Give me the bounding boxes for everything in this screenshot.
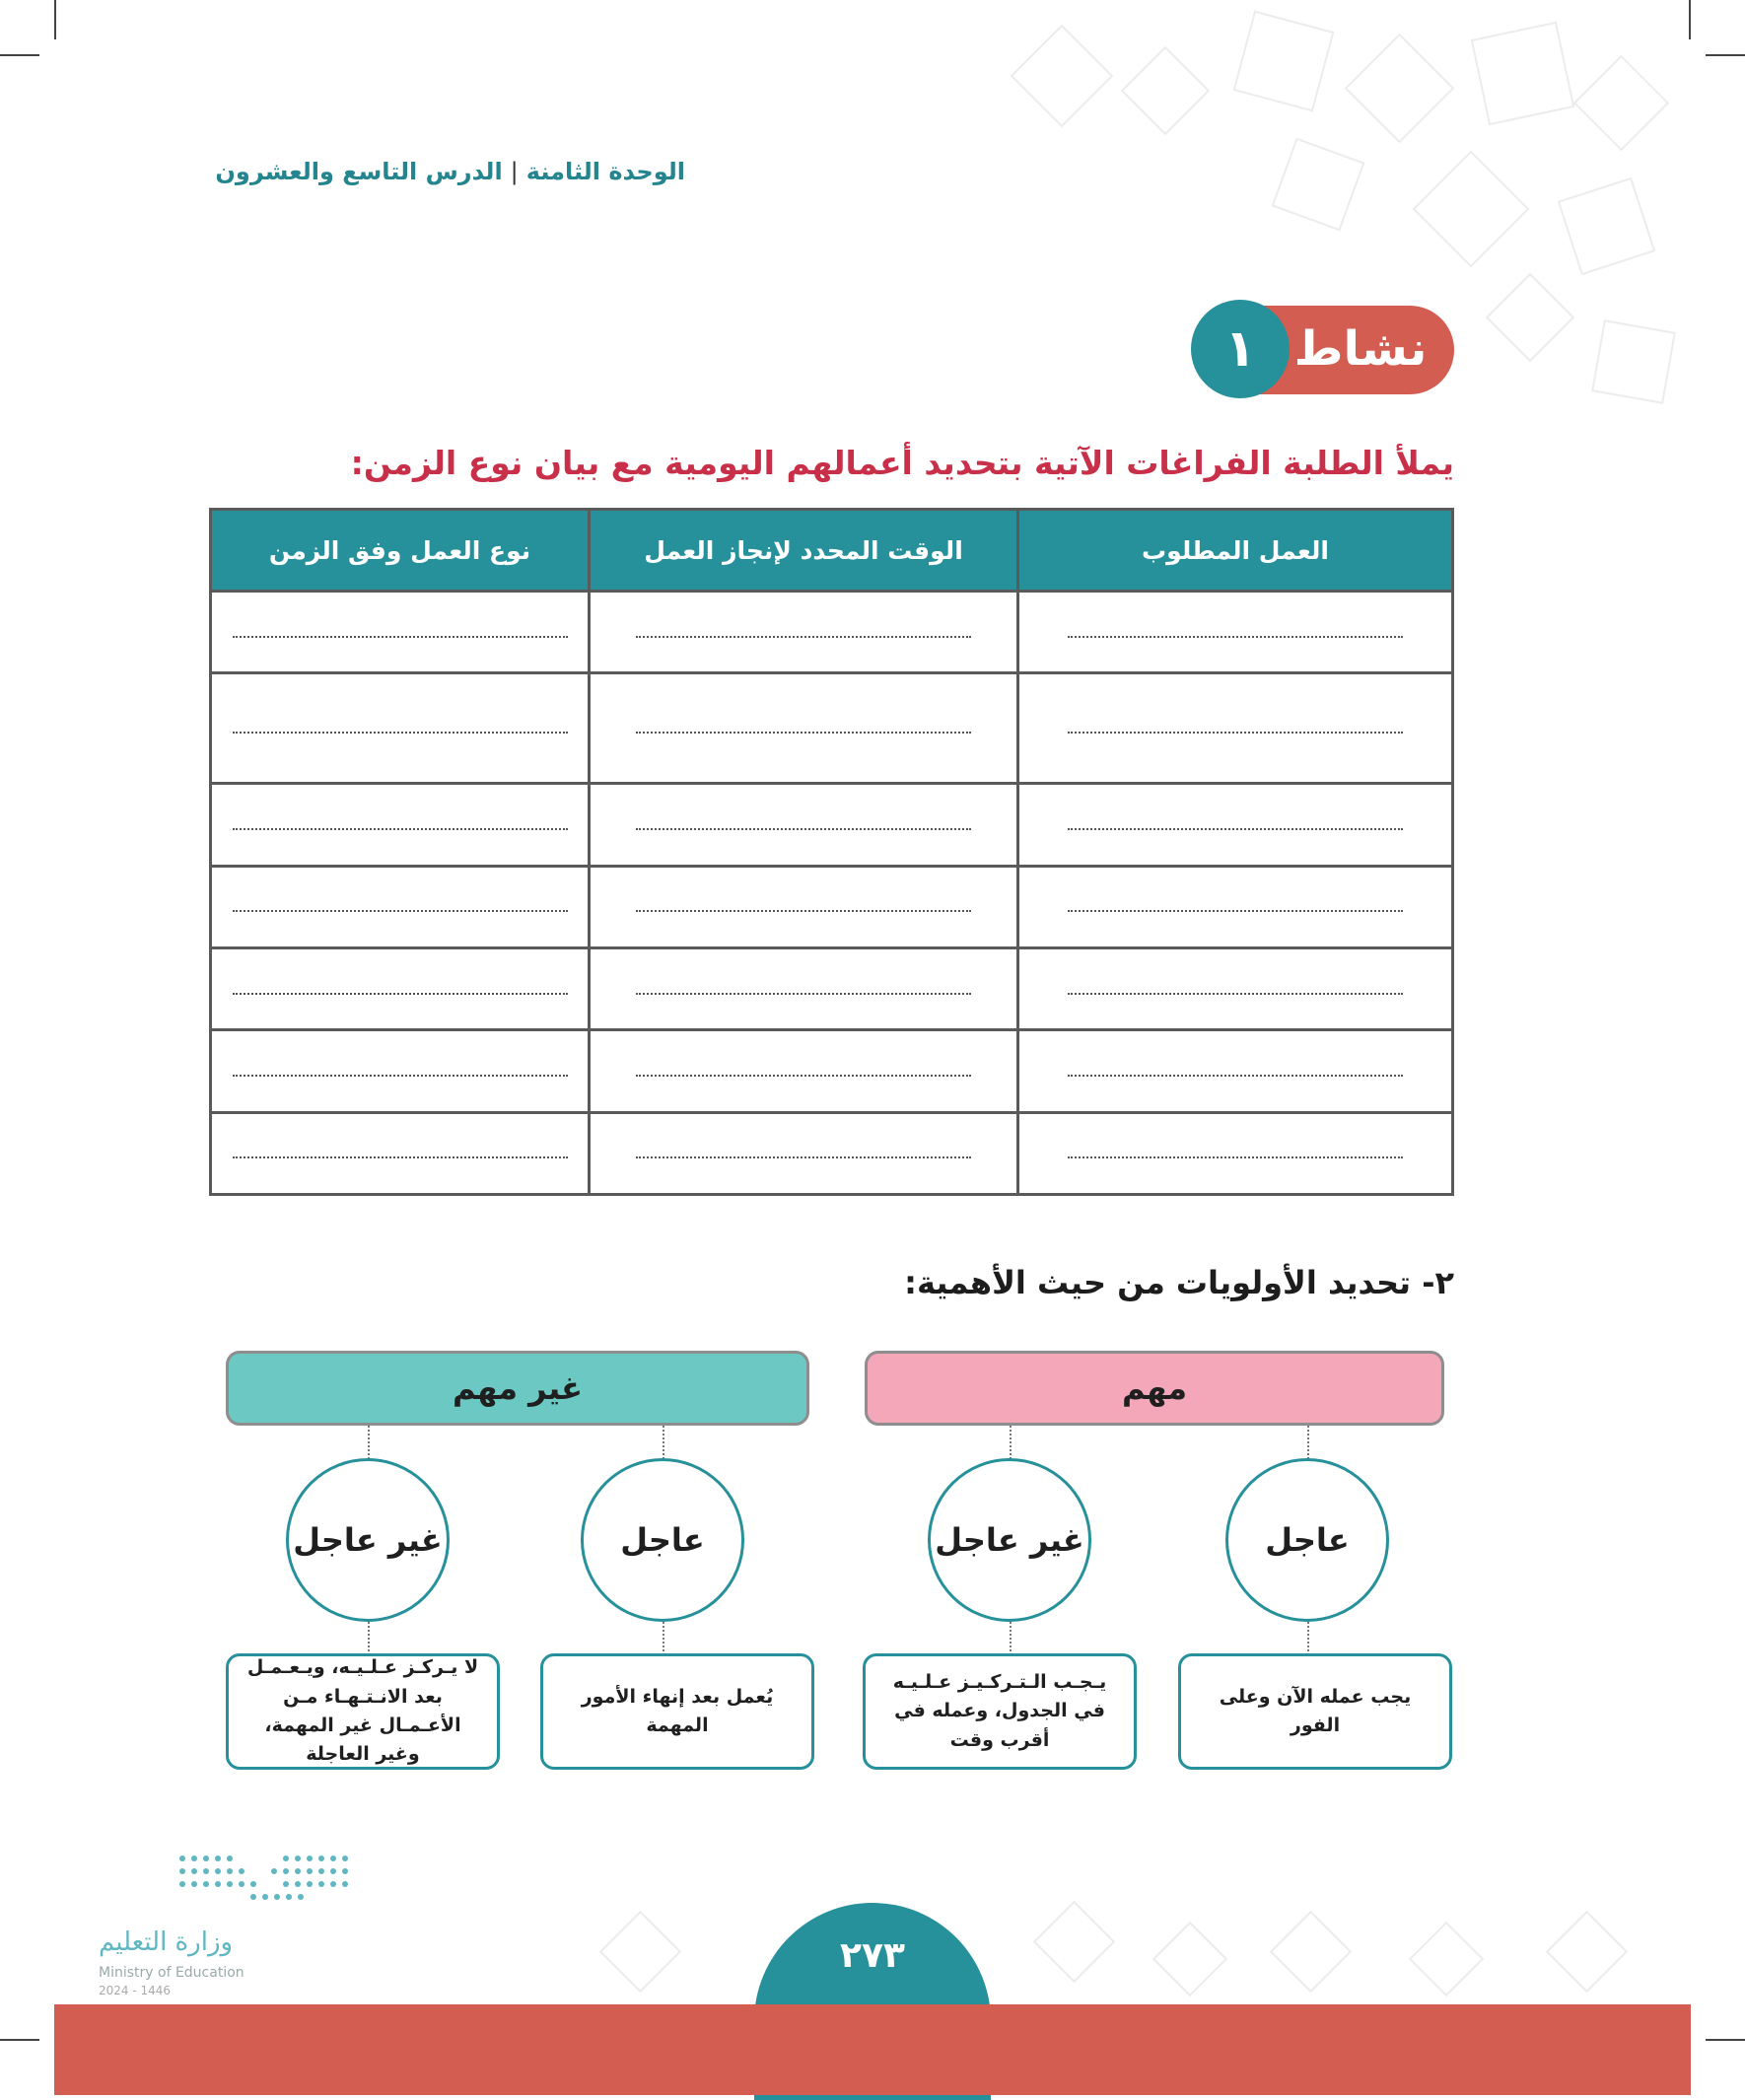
col-header-deadline: الوقت المحدد لإنجاز العمل [590,510,1018,592]
running-header [197,158,685,185]
fill-in-cell[interactable] [1018,784,1453,866]
dotted-blank-line [636,906,971,912]
decor-square [1272,138,1365,232]
fill-in-cell[interactable] [590,1112,1018,1194]
footer-bar [54,2004,1691,2095]
table-row [211,1112,1453,1194]
header-separator: | [510,158,519,185]
dotted-blank-line [636,728,971,734]
fill-in-cell[interactable] [1018,1030,1453,1112]
decor-square [599,1911,681,1993]
dotted-blank-line [233,824,568,830]
decor-square [1546,1911,1628,1993]
dotted-blank-line [1068,728,1403,734]
fill-in-cell[interactable] [1018,1112,1453,1194]
ministry-name-arabic: وزارة التعليم [99,1927,234,1957]
decor-square [1413,151,1530,268]
unit-title: الوحدة الثامنة [525,158,685,185]
crop-mark [1706,54,1745,56]
connector-line [1307,1622,1309,1651]
table-row [211,866,1453,947]
dotted-blank-line [636,1071,971,1077]
ministry-logo-icon [177,1854,350,1913]
crop-mark [0,54,39,56]
activity-label: نشاط [1293,321,1428,377]
table-row [211,784,1453,866]
decor-square [1121,46,1211,136]
important-urgent-description: يجب عمله الآن وعلى الفور [1178,1653,1452,1770]
fill-in-cell[interactable] [211,673,590,784]
col-header-required-work: العمل المطلوب [1018,510,1453,592]
ministry-name-english: Ministry of Education [99,1965,244,1981]
decor-square [1573,55,1670,152]
edition-year: 2024 - 1446 [99,1984,172,1997]
dotted-blank-line [636,1153,971,1158]
fill-in-cell[interactable] [211,866,590,947]
dotted-blank-line [1068,1071,1403,1077]
dotted-blank-line [636,989,971,995]
table-row [211,592,1453,673]
dotted-blank-line [233,632,568,638]
decor-square [1033,1901,1115,1983]
fill-in-cell[interactable] [1018,947,1453,1029]
dotted-blank-line [233,1153,568,1158]
fill-in-cell[interactable] [211,1030,590,1112]
dotted-blank-line [233,906,568,912]
not-important-not-urgent-circle: غير عاجل [286,1458,450,1622]
dotted-blank-line [1068,1153,1403,1158]
crop-mark [54,0,56,39]
daily-work-table [209,508,1454,1196]
connector-line [663,1622,664,1651]
fill-in-cell[interactable] [590,1030,1018,1112]
dotted-blank-line [1068,824,1403,830]
important-urgent-circle: عاجل [1225,1458,1389,1622]
decor-square [1345,34,1455,144]
decor-square [1486,273,1575,363]
table-row [211,947,1453,1029]
crop-mark [1706,2039,1745,2041]
fill-in-cell[interactable] [211,1112,590,1194]
dotted-blank-line [636,824,971,830]
dotted-blank-line [636,632,971,638]
fill-in-cell[interactable] [590,947,1018,1029]
dotted-blank-line [233,989,568,995]
decor-square [1471,22,1575,126]
connector-line [1010,1622,1012,1651]
fill-in-cell[interactable] [590,673,1018,784]
not-important-urgent-description: يُعمل بعد إنهاء الأمور المهمة [540,1653,814,1770]
lesson-title: الدرس التاسع والعشرون [215,158,503,185]
fill-in-cell[interactable] [590,784,1018,866]
decor-square [1011,25,1114,128]
page-number: ٢٧٣ [840,1935,905,1976]
dotted-blank-line [1068,632,1403,638]
fill-in-cell[interactable] [211,784,590,866]
not-important-category: غير مهم [226,1351,809,1426]
fill-in-cell[interactable] [211,592,590,673]
fill-in-cell[interactable] [590,592,1018,673]
dotted-blank-line [233,1071,568,1077]
decor-square [1270,1911,1352,1993]
not-important-not-urgent-description: لا يـركـز عـلـيـه، ويـعـمـل بعد الانـتـهـاء مـن الأعـمـال غير المهمة، وغير العاجلة [226,1653,500,1770]
decor-square [1409,1922,1484,1996]
not-important-urgent-circle: عاجل [581,1458,744,1622]
table-header-row [211,510,1453,592]
col-header-time-type: نوع العمل وفق الزمن [211,510,590,592]
important-not-urgent-description: يـجـب الـتـركـيـز عـلـيـه في الجدول، وعمله في أقرب وقت [863,1653,1137,1770]
connector-line [368,1622,370,1651]
activity-number: ١ [1191,300,1290,398]
table-row [211,1030,1453,1112]
section-2-title: ٢- تحديد الأولويات من حيث الأهمية: [904,1264,1454,1301]
fill-in-cell[interactable] [1018,592,1453,673]
fill-in-cell[interactable] [590,866,1018,947]
important-not-urgent-circle: غير عاجل [928,1458,1091,1622]
fill-in-cell[interactable] [211,947,590,1029]
table-row [211,673,1453,784]
dotted-blank-line [233,728,568,734]
decor-square [1591,319,1676,404]
decor-square [1233,11,1335,112]
crop-mark [1689,0,1691,39]
decor-square [1152,1922,1227,1996]
important-category: مهم [865,1351,1444,1426]
crop-mark [0,2039,39,2041]
decor-square [1558,177,1656,276]
fill-in-cell[interactable] [1018,673,1453,784]
dotted-blank-line [1068,989,1403,995]
activity-instruction: يملأ الطلبة الفراغات الآتية بتحديد أعمالهم اليومية مع بيان نوع الزمن: [350,444,1454,482]
fill-in-cell[interactable] [1018,866,1453,947]
dotted-blank-line [1068,906,1403,912]
